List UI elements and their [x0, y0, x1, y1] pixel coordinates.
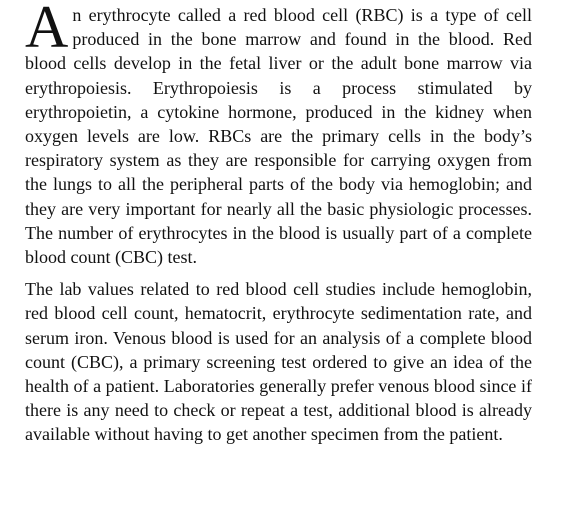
paragraph-1-text: n erythrocyte called a red blood cell (RBC) is a type of cell produced in the bone marrow and found in the blood. Red blood cells develop in the fetal liver or the adult bone marrow via erythropoiesis. Erythropoiesis is a process stimulated by erythropoietin, a cytokine hormone, produced in the kidney when oxygen levels are low. RBCs are the primary cells in the body’s respiratory system as they are responsible for carrying oxygen from the lungs to all the peripheral parts of the body via hemoglobin; and they are very important for nearly all the basic physiologic processes. The number of erythrocytes in the blood is usually part of a complete blood count (CBC) test. [25, 5, 532, 268]
paragraph-2-text: The lab values related to red blood cell studies include hemoglobin, red blood cell count, hematocrit, erythrocyte sedimentation rate, and serum iron. Venous blood is used for an analysis of a complete blood count (CBC), a primary screening test ordered to give an idea of the health of a patient. Laboratories generally prefer venous blood since if there is any need to check or repeat a test, additional blood is already available without having to get another specimen from the patient. [25, 279, 532, 445]
drop-cap-letter: A [25, 0, 69, 60]
document-page [25, 0, 532, 447]
paragraph-erythrocyte-intro [25, 0, 532, 269]
paragraph-lab-values [25, 277, 532, 446]
